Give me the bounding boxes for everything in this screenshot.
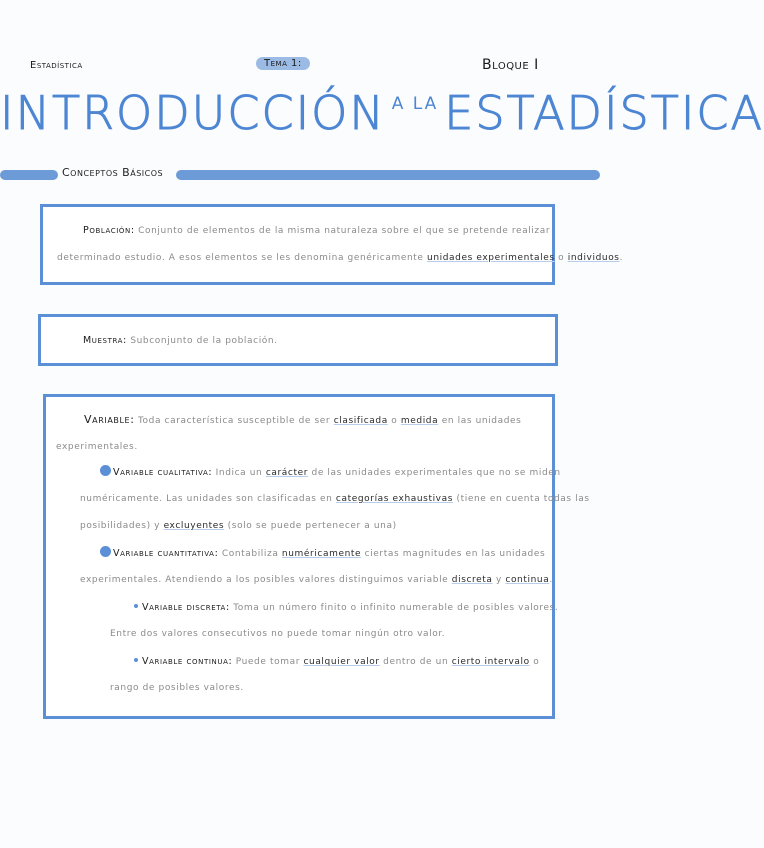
poblacion-text-1: Conjunto de elementos de la misma naturaleza sobre el que se pretende realizar xyxy=(138,226,551,236)
continua-text-a1: Puede tomar xyxy=(235,657,300,667)
cuantitativa-term: Variable cuantitativa: xyxy=(113,548,219,559)
poblacion-box xyxy=(40,204,624,285)
cuantitativa-highlight-b1: discreta xyxy=(451,575,493,585)
block-label: Bloque I xyxy=(482,57,539,73)
muestra-line xyxy=(83,327,278,355)
variable-text-3: en las unidades xyxy=(441,416,522,426)
variable-text-1: Toda característica susceptible de ser xyxy=(137,416,331,426)
cualitativa-highlight-b1: categorías exhaustivas xyxy=(335,494,454,504)
variable-box xyxy=(43,394,590,719)
cualitativa-line-2 xyxy=(80,486,590,513)
poblacion-text-4: . xyxy=(619,253,624,263)
cualitativa-line-1 xyxy=(100,459,561,487)
cualitativa-term: Variable cualitativa: xyxy=(113,467,213,478)
cualitativa-text-c1: posibilidades) xyxy=(80,521,151,531)
muestra-term: Muestra: xyxy=(83,335,127,346)
cualitativa-text-a2: de las unidades experimentales que no se miden xyxy=(311,468,561,478)
variable-highlight-2: medida xyxy=(400,416,439,426)
cuantitativa-text-b2: y xyxy=(496,575,502,585)
cualitativa-highlight-a1: carácter xyxy=(265,468,309,478)
cuantitativa-text-a2: ciertas magnitudes en las unidades xyxy=(364,549,546,559)
cuantitativa-highlight-b2: continua xyxy=(505,575,550,585)
variable-highlight-1: clasificada xyxy=(333,416,388,426)
continua-text-b1: rango de posibles valores. xyxy=(110,683,244,693)
variable-text-2: o xyxy=(391,416,398,426)
poblacion-line-2 xyxy=(57,245,623,272)
cuantitativa-line-1 xyxy=(100,540,545,568)
discreta-term: Variable discreta: xyxy=(142,602,230,613)
variable-line-2 xyxy=(56,434,138,461)
muestra-box xyxy=(38,314,558,366)
title-part-1: INTRODUCCIÓN xyxy=(0,86,386,140)
poblacion-highlight-2: individuos xyxy=(567,253,620,263)
bullet-icon xyxy=(134,658,138,662)
discreta-text-b1: Entre dos valores consecutivos no puede tomar ningún otro valor. xyxy=(110,629,446,639)
cualitativa-text-c3: (solo se puede pertenecer a una) xyxy=(227,521,397,531)
section-bar-left xyxy=(0,170,58,180)
subject-label: Estadística xyxy=(30,60,83,71)
continua-line-1 xyxy=(134,648,539,676)
bullet-icon xyxy=(100,465,111,476)
cuantitativa-text-a1: Contabiliza xyxy=(221,549,279,559)
page-title xyxy=(0,86,764,140)
discreta-text-a1: Toma un número finito o infinito numerable de posibles valores. xyxy=(233,603,559,613)
bullet-icon xyxy=(100,546,111,557)
continua-term: Variable continua: xyxy=(142,656,233,667)
poblacion-term: Población: xyxy=(83,225,135,236)
poblacion-text-2: determinado estudio. A esos elementos se les denomina genéricamente xyxy=(57,253,424,263)
cuantitativa-text-b1: experimentales. Atendiendo a los posibles valores distinguimos variable xyxy=(80,575,449,585)
continua-text-a3: o xyxy=(533,657,540,667)
poblacion-text-3: o xyxy=(558,253,565,263)
cualitativa-highlight-c1: excluyentes xyxy=(163,521,225,531)
cualitativa-text-a1: Indica un xyxy=(215,468,263,478)
continua-line-2 xyxy=(110,675,244,702)
continua-highlight-a1: cualquier valor xyxy=(303,657,380,667)
poblacion-highlight-1: unidades experimentales xyxy=(427,253,555,263)
continua-highlight-a2: cierto intervalo xyxy=(451,657,530,667)
poblacion-line-1 xyxy=(83,217,550,245)
title-part-3: ESTADÍSTICA xyxy=(444,86,764,140)
discreta-line-1 xyxy=(134,594,558,622)
section-bar-right xyxy=(176,170,600,180)
variable-term: Variable: xyxy=(84,413,135,426)
cualitativa-text-b1: numéricamente. Las unidades son clasificadas en xyxy=(80,494,333,504)
title-part-2: A LA xyxy=(391,94,439,114)
cualitativa-text-c2: y xyxy=(154,521,161,531)
variable-text-4: experimentales. xyxy=(56,442,138,452)
cualitativa-line-3 xyxy=(80,513,397,540)
cuantitativa-highlight-a1: numéricamente xyxy=(281,549,362,559)
bullet-icon xyxy=(134,604,138,608)
topic-badge: Tema 1: xyxy=(256,57,310,70)
cuantitativa-text-b3: . xyxy=(549,575,553,585)
cuantitativa-line-2 xyxy=(80,567,553,594)
cualitativa-text-b2: (tiene en cuenta todas las xyxy=(456,494,590,504)
continua-text-a2: dentro de un xyxy=(383,657,449,667)
muestra-text: Subconjunto de la población. xyxy=(130,336,278,346)
variable-line-1 xyxy=(84,406,521,435)
discreta-line-2 xyxy=(110,621,445,648)
section-heading: Conceptos Básicos xyxy=(62,166,164,179)
